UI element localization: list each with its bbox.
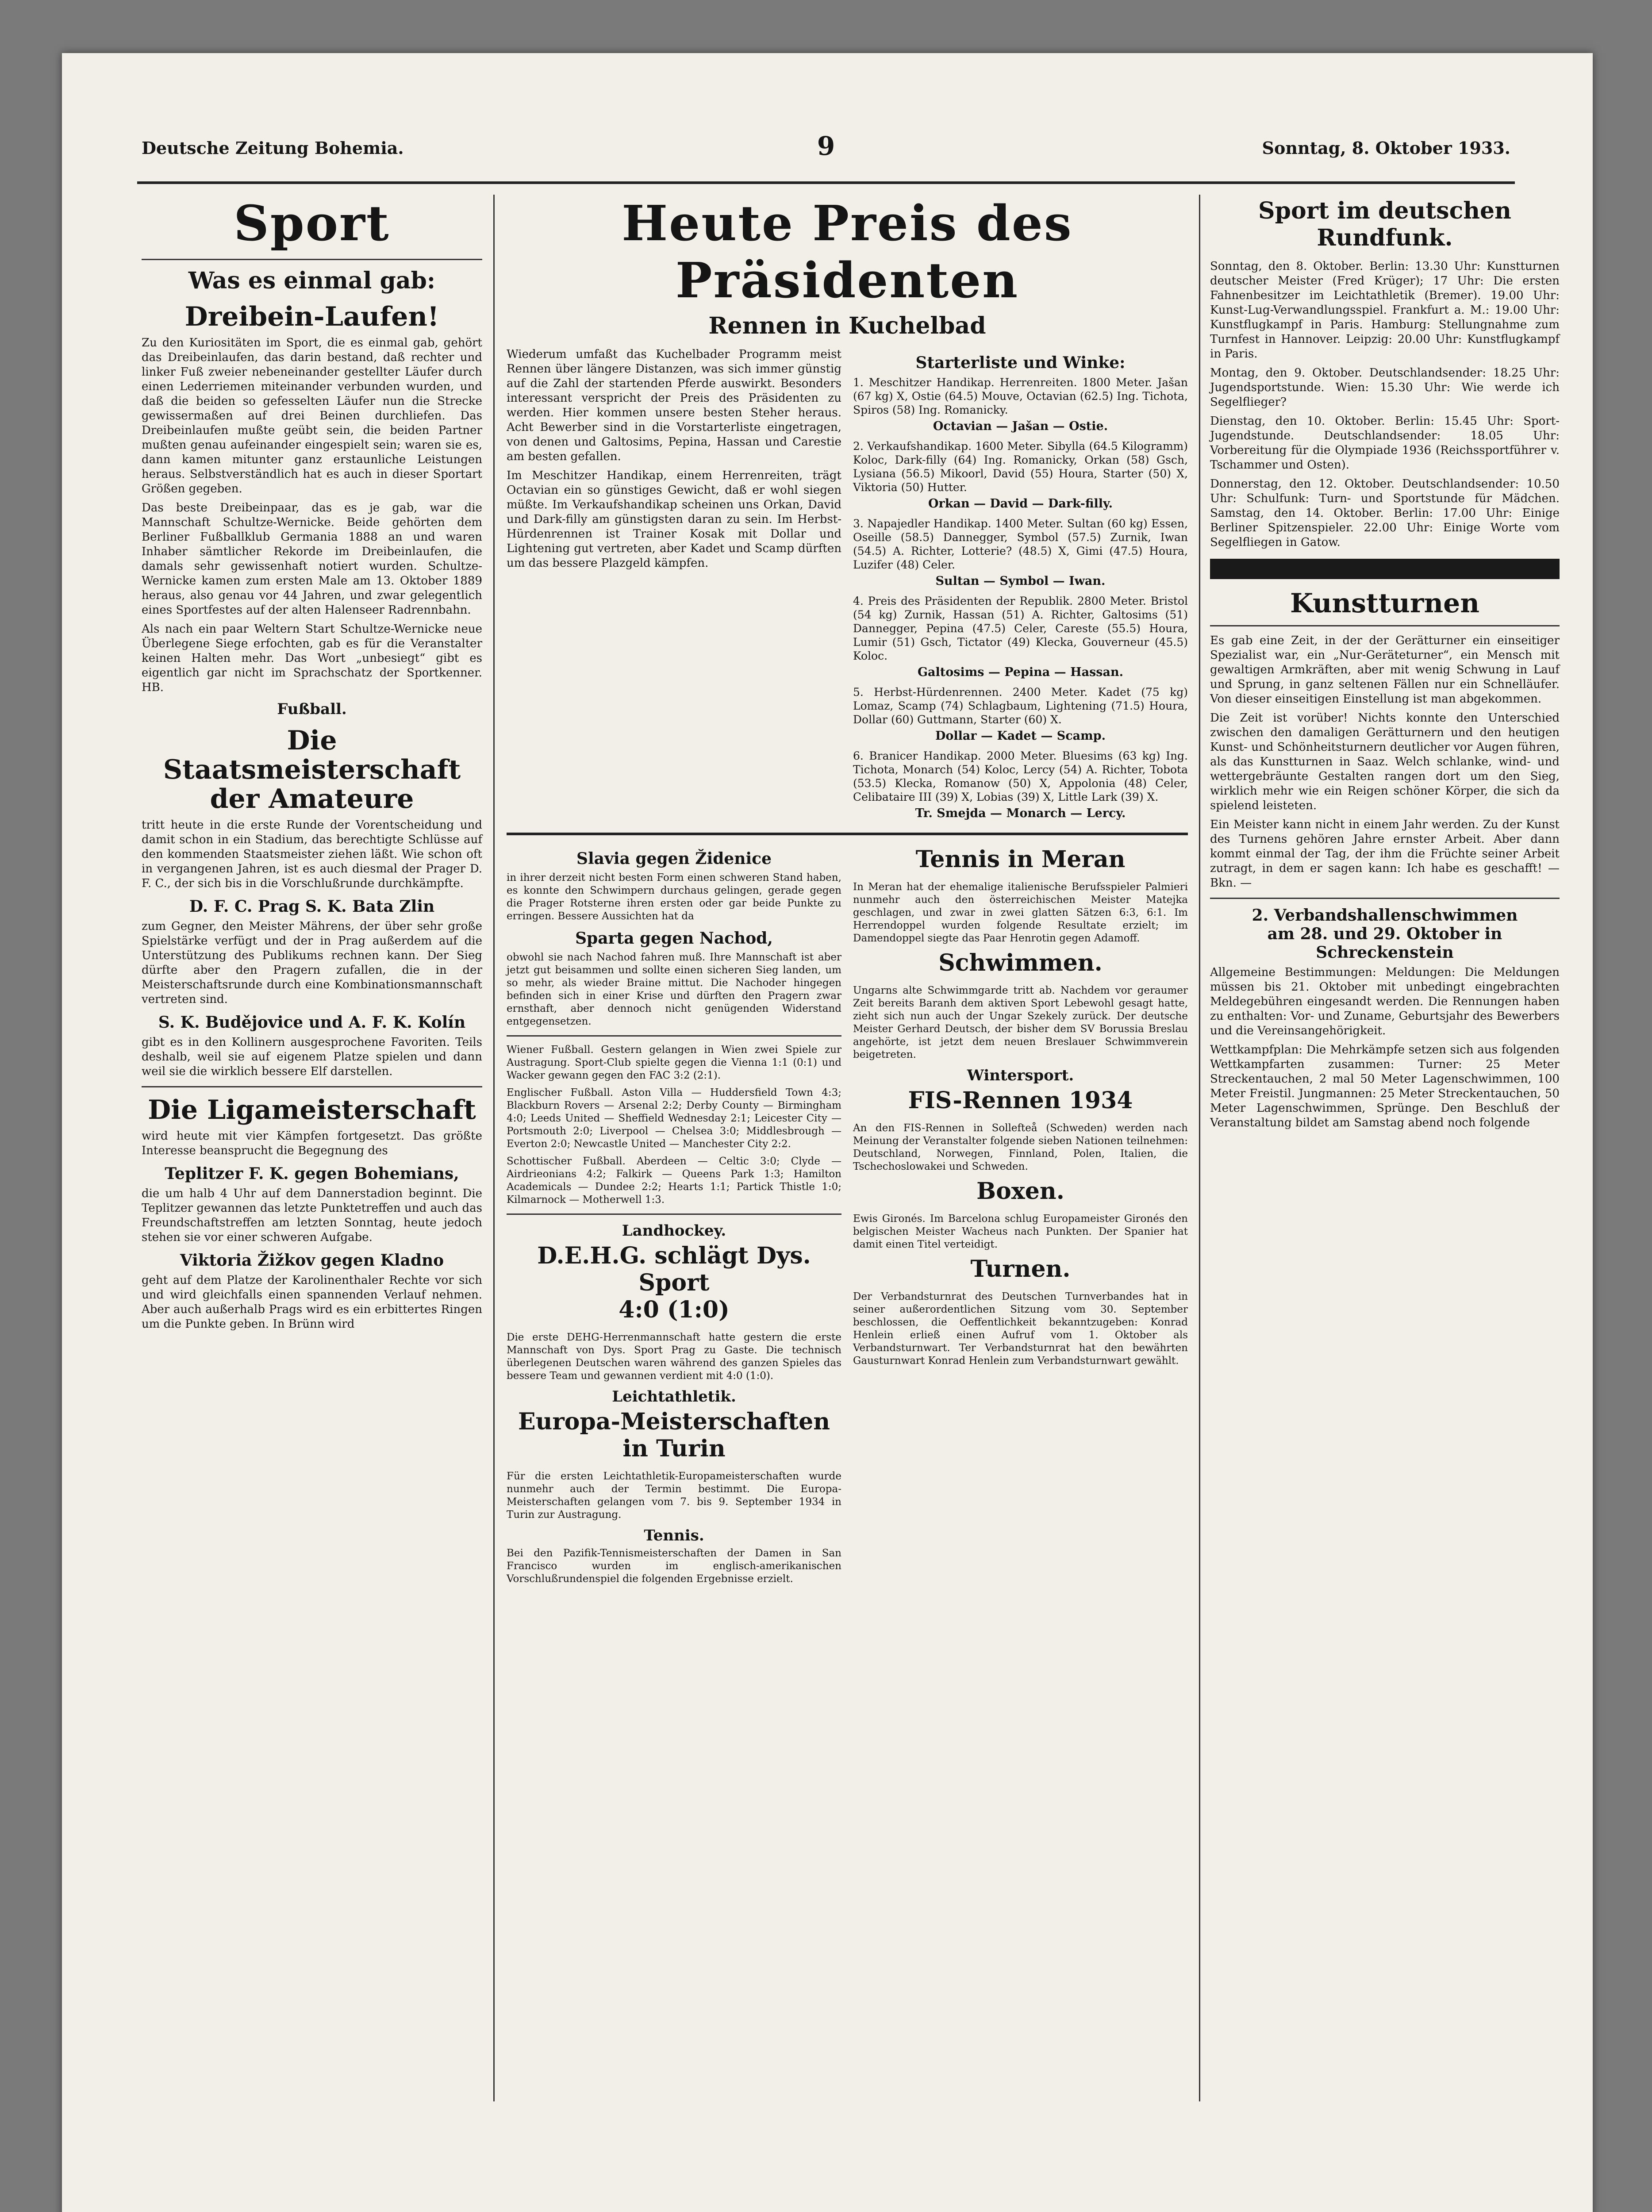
lower-news: [507, 843, 1188, 1590]
divider: [507, 1035, 841, 1037]
article-kicker: Was es einmal gab:: [188, 267, 436, 294]
football-news: [507, 843, 841, 1590]
divider: [1210, 625, 1560, 626]
race-entry: 6. Branicer Handikap. 2000 Meter. Bluesims (63 kg) Ing. Tichota, Monarch (54) Koloc, Lercy (54) A. Richter, Tobota (53.5) Klecka, Romanow (50) X, Appolonia (48) Celer, Celibataire III (39) X, Lobias (39) X, Little Lark (39) X.: [853, 749, 1188, 803]
other-sports-news: [853, 843, 1188, 1590]
sport-column: [142, 195, 482, 1336]
article-headline: [1210, 906, 1560, 962]
radio-listing: Dienstag, den 10. Oktober. Berlin: 15.45 Uhr: Sport-Jugendstunde. Deutschlandsender: 18.05 Uhr: Vorbereitung für die Olympiade 1936 (Reichssportführer v. Tschammer und Osten).: [1210, 415, 1560, 472]
race-entry: 4. Preis des Präsidenten der Republik. 2800 Meter. Bristol (54 kg) Zurnik, Hassan (51) A. Richter, Galtosims (51) Dannegger, Pepina (47.5) Celer, Careste (55.5) Houra, Lumir (51) Gsch, Tictator (49) Klecka, Gouverneur (45.5) Koloc.: [853, 595, 1188, 662]
right-column: [1210, 195, 1560, 1135]
race-entry: 1. Meschitzer Handikap. Herrenreiten. 1800 Meter. Jašan (67 kg) X, Ostie (64.5) Mouve, Octavian (62.5) Ing. Tichota, Spiros (58) Ing. Romanicky.: [853, 376, 1188, 416]
headline-line: 4:0 (1:0): [619, 1296, 730, 1323]
race-tip: Galtosims — Pepina — Hassan.: [917, 665, 1124, 679]
article-headline: [142, 726, 482, 814]
race-tip: Octavian — Jašan — Ostie.: [933, 419, 1108, 433]
race-tip: Sultan — Symbol — Iwan.: [935, 574, 1106, 588]
headline-line: D.E.H.G. schlägt Dys. Sport: [537, 1242, 811, 1296]
starter-list: [853, 347, 1188, 826]
rubric-label: Landhockey.: [622, 1222, 726, 1240]
article-paragraph: wird heute mit vier Kämpfen fortgesetzt. Das größte Interesse beansprucht die Begegnung des: [142, 1129, 482, 1157]
article-paragraph: In Meran hat der ehemalige italienische Berufsspieler Palmieri nunmehr auch den österreichischen Meister Matejka geschlagen, und zwar in zwei glatten Sätzen 6:3, 6:1. Im Herrendoppel wurden folgende Resultate erzielt; im Damendoppel siegte das Paar Henrotin gegen Adamoff.: [853, 881, 1188, 944]
headline-line: der Amateure: [210, 783, 414, 814]
article-paragraph: die um halb 4 Uhr auf dem Dannerstadion beginnt. Die Teplitzer gewannen das letzte Punktetreffen und auch das Freundschaftstreffen am letzten Sonntag, heute jedoch stehen sie vor einer schweren Aufgabe.: [142, 1187, 482, 1244]
race-entry: 5. Herbst-Hürdenrennen. 2400 Meter. Kadet (75 kg) Lomaz, Scamp (74) Schlagbaum, Lightening (71.5) Houra, Dollar (60) Guttmann, Starter (60) X.: [853, 686, 1188, 726]
article-paragraph: Es gab eine Zeit, in der der Gerätturner ein einseitiger Spezialist war, ein „Nur-Geräteturner“, ein Mensch mit gewaltigen Armkräften, aber mit wenig Schwung in Lauf und Sprung, in ganz seltenen Fällen nur ein Schnelläufer. Von dieser einseitigen Einstellung ist man abgekommen.: [1210, 634, 1560, 706]
article-headline: Turnen.: [970, 1256, 1071, 1283]
results-paragraph: Englischer Fußball. Aston Villa — Huddersfield Town 4:3; Blackburn Rovers — Arsenal 2:2; Derby County — Birmingham 4:0; Leeds United — Sheffield Wednesday 2:1; Leicester City — Portsmouth 2:0; Liverpool — Chelsea 3:0; Middlesbrough — Everton 2:0; Newcastle United — Manchester City 2:2.: [507, 1087, 841, 1150]
headline-line: 2. Verbandshallenschwimmen: [1252, 906, 1518, 925]
article-paragraph: Die erste DEHG-Herrenmannschaft hatte gestern die erste Mannschaft von Dys. Sport Prag zu Gaste. Die technisch überlegenen Deutschen waren während des ganzen Spieles das bessere Team und gewannen verdient mit 4:0 (1:0).: [507, 1332, 841, 1382]
article-paragraph: Der Verbandsturnrat des Deutschen Turnverbandes hat in seiner außerordentlichen Sitzung vom 30. September beschlossen, die Oeffentlichkeit bekanntzugeben: Konrad Henlein erließ einen Aufruf vom 1. Oktober als Verbandsturnwart. Ter Verbandsturnrat hat den bewährten Gausturnwart Konrad Henlein zum Verbandsturnwart gewählt.: [853, 1291, 1188, 1367]
column-rule-left: [493, 195, 495, 2101]
article-headline: Tennis in Meran: [915, 846, 1126, 873]
rubric-label: Fußball.: [277, 700, 347, 718]
article-headline: Boxen.: [976, 1178, 1064, 1205]
article-paragraph: Die Zeit ist vorüber! Nichts konnte den Unterschied zwischen den damaligen Gerätturnern und den heutigen Kunst- und Schönheitsturnern deutlicher vor Augen führen, als das Kunstturnen in Saaz. Welch schlanke, wind- und wettergebräunte Gestalten rangen dort um den Sieg, wirklich mehr wie ein Reigen schöner Körper, die sich da spielend leisteten.: [1210, 711, 1560, 812]
radio-listing: Montag, den 9. Oktober. Deutschlandsender: 18.25 Uhr: Jugendsportstunde. Wien: 15.30 Uhr: Wie werde ich Segelflieger?: [1210, 366, 1560, 409]
match-heading: Teplitzer F. K. gegen Bohemians,: [165, 1164, 459, 1183]
article-paragraph: in ihrer derzeit nicht besten Form einen schweren Stand haben, es konnte den Schwimpern durchaus gelingen, gerade gegen die Prager Rotsterne ihren ersten oder gar beide Punkte zu erringen. Bessere Aussichten hat da: [507, 872, 841, 922]
lead-headline: Heute Preis des Präsidenten: [622, 195, 1073, 309]
article-paragraph: Ungarns alte Schwimmgarde tritt ab. Nachdem vor geraumer Zeit bereits Baranh dem aktiven Sport Lebewohl gesagt hatte, zieht sich nun auch der Ungar Szekely zurück. Der deutsche Meister Gerhard Deutsch, der bisher dem SV Borussia Breslau angehörte, ist jetzt dem neuen Breslauer Schwimmverein beigetreten.: [853, 985, 1188, 1060]
article-paragraph: zum Gegner, den Meister Mährens, der über sehr große Spielstärke verfügt und der in Prag außerdem auf die Unterstützung des Publikums rechnen kann. Der Sieg dürfte aber den Pragern zufallen, die in der Meisterschaftsrunde durch eine Kombinationsmannschaft vertreten sind.: [142, 920, 482, 1006]
radio-headline: Sport im deutschen Rundfunk.: [1258, 197, 1511, 251]
page-number: 9: [817, 131, 835, 161]
article-paragraph: Das beste Dreibeinpaar, das es je gab, war die Mannschaft Schultze-Wernicke. Beide gehörten dem Berliner Fußballklub Germania 1888 an und waren Inhaber sämtlicher Rekorde im Dreibeinlaufen, die damals sehr gewissenhaft notiert wurden. Schultze-Wernicke kamen zum ersten Male am 13. Oktober 1889 heraus, also genau vor 44 Jahren, und zwar gelegentlich eines Sportfestes auf der alten Halenseer Radrennbahn.: [142, 501, 482, 617]
issue-date: Sonntag, 8. Oktober 1933.: [1262, 138, 1510, 158]
race-entry: 3. Napajedler Handikap. 1400 Meter. Sultan (60 kg) Essen, Oseille (58.5) Dannegger, Symbol (57.5) Zurnik, Iwan (54.5) A. Richter, Lotterie? (48.5) X, Gimi (47.5) Houra, Luzifer (48) Celer.: [853, 517, 1188, 571]
radio-listing: Sonntag, den 8. Oktober. Berlin: 13.30 Uhr: Kunstturnen deutscher Meister (Fred Krüger); 17 Uhr: Die ersten Fahnenbesitzer im Leichtathletik (Bremer). 19.00 Uhr: Kunst-Lug-Verwandlungsspiel. Frankfurt a. M.: 19.00 Uhr: Kunstflugkampf in Paris. Hamburg: Stellungnahme zum Turnfest in Hannover. Leipzig: 20.00 Uhr: Kunstflugkampf in Paris.: [1210, 260, 1560, 361]
article-paragraph: An den FIS-Rennen in Sollefteå (Schweden) werden nach Meinung der Veranstalter folgende sieben Nationen teilnehmen: Deutschland, Norwegen, Finnland, Polen, Italien, die Tschechoslowakei und Schweden.: [853, 1122, 1188, 1172]
headline-line: in Turin: [622, 1435, 726, 1462]
column-rule-right: [1199, 195, 1200, 2101]
article-headline: [507, 1242, 841, 1323]
results-paragraph: Schottischer Fußball. Aberdeen — Celtic 3:0; Clyde — Airdrieonians 4:2; Falkirk — Queens Park 1:3; Hamilton Academicals — Dundee 2:2; Hearts 1:1; Partick Thistle 1:0; Kilmarnock — Motherwell 1:3.: [507, 1156, 841, 1206]
match-heading: Sparta gegen Nachod,: [575, 929, 773, 948]
article-headline: Die Ligameisterschaft: [148, 1094, 476, 1125]
divider: [1210, 898, 1560, 899]
article-paragraph: obwohl sie nach Nachod fahren muß. Ihre Mannschaft ist aber jetzt gut beisammen und sollte einen sicheren Sieg landen, um so mehr, als wieder Braine mittut. Die Nachoder hingegen befinden sich in einer Krise und dürften den Pragern zwar ernsthaft, aber dennoch nicht genügenden Widerstand entgegensetzen.: [507, 952, 841, 1027]
lead-subheadline: Rennen in Kuchelbad: [708, 312, 986, 339]
race-tip: Tr. Smejda — Monarch — Lercy.: [915, 806, 1126, 820]
radio-listing: Donnerstag, den 12. Oktober. Deutschlandsender: 10.50 Uhr: Schulfunk: Turn- und Sportstunde für Mädchen. Samstag, den 14. Oktober. Berlin: 17.00 Uhr: Einige Berliner Spitzenspieler. 22.00 Uhr: Einige Worte vom Segelfliegen in Gatow.: [1210, 477, 1560, 549]
article-headline: FIS-Rennen 1934: [908, 1087, 1133, 1114]
article-paragraph: Zu den Kuriositäten im Sport, die es einmal gab, gehört das Dreibeinlaufen, das darin bestand, daß rechter und linker Fuß zweier nebeneinander gestellter Läufer durch einen Lederriemen miteinander verbunden wurden, und daß die beiden so gefesselten Läufer nun die Strecke gewissermaßen auf drei Beinen durchliefen. Das Dreibeinlaufen mußte geübt sein, die beiden Partner mußten genau aufeinander eingespielt sein; waren sie es, dann kamen mitunter ganz erstaunliche Leistungen heraus. Selbstverständlich hat es auch in dieser Sportart Größen gegeben.: [142, 336, 482, 495]
results-paragraph: Wiener Fußball. Gestern gelangen in Wien zwei Spiele zur Austragung. Sport-Club spielte gegen die Vienna 1:1 (0:1) und Wacker gewann gegen den FAC 3:2 (2:1).: [507, 1044, 841, 1081]
masthead: [137, 128, 1515, 184]
race-preview: [507, 347, 1188, 826]
article-paragraph: Bei den Pazifik-Tennismeisterschaften der Damen in San Francisco wurden im englisch-amerikanischen Vorschlußrundenspiel die folgenden Ergebnisse erzielt.: [507, 1548, 841, 1585]
divider: [142, 1086, 482, 1087]
article-paragraph: geht auf dem Platze der Karolinenthaler Rechte vor sich und wird gleichfalls einen spannenden Verlauf nehmen. Aber auch außerhalb Prags wird es ein erbittertes Ringen um die Punkte geben. In Brünn wird: [142, 1274, 482, 1331]
paper-name: Deutsche Zeitung Bohemia.: [142, 138, 404, 158]
article-paragraph: Ewis Gironés. Im Barcelona schlug Europameister Gironés den belgischen Meister Wacheus nach Punkten. Der Spanier hat damit einen Titel verteidigt.: [853, 1213, 1188, 1250]
article-paragraph: Im Meschitzer Handikap, einem Herrenreiten, trägt Octavian ein so günstiges Gewicht, daß er wohl siegen müßte. Im Verkaufshandikap scheinen uns Orkan, David und Dark-filly am günstigsten daran zu sein. Im Herbst-Hürdenrennen ist Trainer Kosak mit Dollar und Lightening gut vertreten, aber Kadet und Scamp dürften um das bessere Plazgeld kämpfen.: [507, 469, 841, 570]
race-intro: [507, 347, 841, 826]
starter-list-heading: Starterliste und Winke:: [915, 353, 1126, 372]
article-paragraph: tritt heute in die erste Runde der Vorentscheidung und damit schon in ein Stadium, das berechtigte Schlüsse auf den kommenden Staatsmeister ziehen läßt. Wie schon oft in vergangenen Jahren, ist es auch diesmal der Prager D. F. C., der sich bis in die Vorschlußrunde durchkämpfte.: [142, 818, 482, 890]
race-entry: 2. Verkaufshandikap. 1600 Meter. Sibylla (64.5 Kilogramm) Koloc, Dark-filly (64) Ing. Romanicky, Orkan (58) Gsch, Lysiana (56.5) Mikoorl, David (55) Houra, Starter (50) X, Viktoria (50) Hutter.: [853, 440, 1188, 494]
rubric-label: Wintersport.: [967, 1067, 1074, 1084]
race-tip: Dollar — Kadet — Scamp.: [935, 729, 1106, 743]
race-tip: Orkan — David — Dark-filly.: [928, 497, 1113, 511]
divider: [142, 259, 482, 260]
article-paragraph: Wiederum umfaßt das Kuchelbader Programm meist Rennen über längere Distanzen, was sich immer günstig auf die Zahl der startenden Pferde auswirkt. Besonders interessant verspricht der Preis des Präsidenten zu werden. Hier kommen unsere besten Steher heraus. Acht Bewerber sind in die Vorstarterliste eingetragen, von denen und Galtosims, Pepina, Hassan und Carestie am besten gefallen.: [507, 348, 841, 463]
section-title: Sport: [234, 195, 390, 252]
article-paragraph: Für die ersten Leichtathletik-Europameisterschaften wurde nunmehr auch der Termin bestimmt. Die Europa-Meisterschaften gelangen vom 7. bis 9. September 1934 in Turin zur Austragung.: [507, 1471, 841, 1521]
match-heading: D. F. C. Prag S. K. Bata Zlin: [189, 897, 435, 916]
divider: [507, 1214, 841, 1215]
match-heading: Viktoria Žižkov gegen Kladno: [180, 1251, 444, 1270]
article-paragraph: Allgemeine Bestimmungen: Meldungen: Die Meldungen müssen bis 21. Oktober mit unbedingt eingebrachten Meldegebühren eingesandt werden. Die Rennungen haben zu enthalten: Vor- und Zuname, Geburtsjahr des Bewerbers und die Vereinsangehörigkeit.: [1210, 966, 1560, 1037]
article-paragraph: gibt es in den Kollinern ausgesprochene Favoriten. Teils deshalb, weil sie auf eigenem Platze spielen und dann weil sie die wirklich bessere Elf darstellen.: [142, 1036, 482, 1078]
article-headline: Schwimmen.: [938, 949, 1103, 976]
article-paragraph: Wettkampfplan: Die Mehrkämpfe setzen sich aus folgenden Wettkampfarten zusammen: Turner: 25 Meter Streckentauchen, 2 mal 50 Meter Lagenschwimmen, 100 Meter Freistil. Jungmannen: 25 Meter Streckentauchen, 50 Meter Lagenschwimmen, Sprünge. Den Beschluß der Veranstaltung bildet am Samstag abend noch folgende: [1210, 1043, 1560, 1129]
match-heading: S. K. Budějovice und A. F. K. Kolín: [158, 1013, 466, 1032]
black-bar-divider: [1210, 559, 1560, 579]
headline-line: Die Staatsmeisterschaft: [163, 725, 461, 785]
article-headline: [507, 1408, 841, 1462]
article-paragraph: Als nach ein paar Weltern Start Schultze-Wernicke neue Überlegene Siege erfochten, gab es für die Veranstalter keinen Halten mehr. Das Wort „unbesiegt“ gibt es eigentlich gar nicht im Sprachschatz der Sportkenner. HB.: [142, 622, 482, 694]
rubric-label: Tennis.: [644, 1527, 704, 1544]
article-headline: Dreibein-Laufen!: [184, 301, 439, 332]
headline-line: am 28. und 29. Oktober in Schreckenstein: [1267, 925, 1502, 962]
article-paragraph: Ein Meister kann nicht in einem Jahr werden. Zu der Kunst des Turnens gehören Jahre ernster Arbeit. Aber dann kommt einmal der Tag, der ihm die Früchte seiner Arbeit zutragt, in dem er sagen kann: Ich habe es geschafft! — Bkn. —: [1210, 818, 1560, 890]
headline-line: Europa-Meisterschaften: [518, 1408, 830, 1435]
match-heading: Slavia gegen Židenice: [576, 849, 772, 868]
article-headline: Kunstturnen: [1290, 588, 1479, 619]
divider: [507, 833, 1188, 835]
racing-column: [507, 195, 1188, 1590]
rubric-label: Leichtathletik.: [612, 1388, 736, 1406]
